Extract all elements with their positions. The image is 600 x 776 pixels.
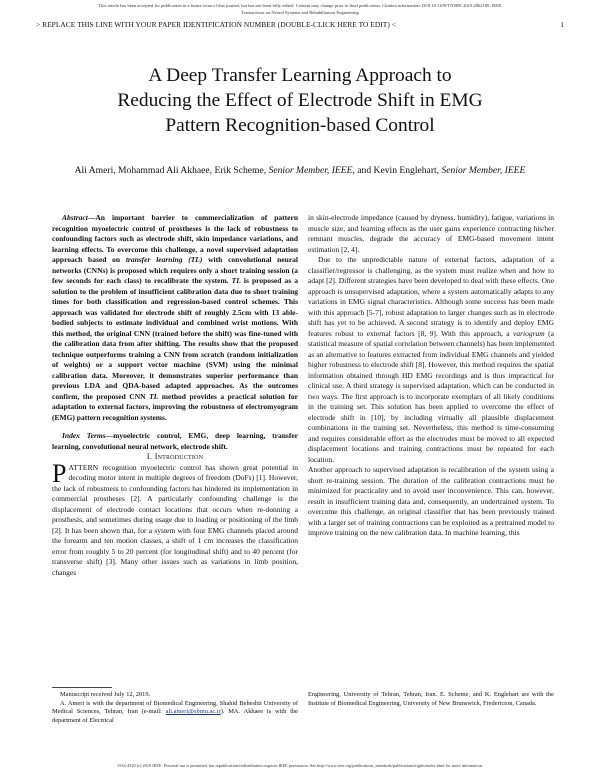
abstract-italic-tl-3: TL [149, 391, 159, 401]
page-number: 1 [560, 20, 564, 29]
running-header [36, 20, 564, 30]
footnote-received: Manuscript received July 12, 2019. [60, 691, 151, 698]
index-terms-text: myoelectric control, EMG, deep learning, transfer learning, convolutional neural network, electrode shift. [52, 431, 298, 451]
footnote-affiliation-a: A. Ameri is with the department of Biomedical Engineering, Shahid Beheshti University of Medical Sciences, Tehran, Iran (e-mail: [52, 699, 298, 716]
paragraph-2-text-b: (a statistical measure of spatial correlation between channels) has been implemented as an alternative to features extracted from individual EMG channels and yielded higher robustness to electrode shift [8]. However, this method requires the spatial information obtained through HD EMG recordings and is thus impractical for clinical use. A third strategy is supervised adaptation, which can be conducted in two ways. The first approach is to incorporate exemplars of all likely conditions in the training set. This solution has been applied to overcome the effect of electrode shift in [10], by including virtually all plausible displacement combinations in the training set. Nevertheless, this method is time-consuming and requires considerable effort as the electrodes must be moved to all expected displacement locations and training contractions must be repeated for each location. [308, 328, 554, 464]
copyright-notice: 1534-4320 (c) 2019 IEEE. Personal use is permitted, but republication/redistribution requires IEEE permission. See http://www.ieee.org/publications_standards/publications/rights/index.html for more information. [117, 763, 483, 768]
journal-name: Transactions on Neural Systems and Rehabilitation Engineering [241, 10, 359, 15]
index-terms [52, 431, 298, 452]
abstract-text-4: method provides a practical solution for adaptation to external factors, improving the robustness of electromyogram (EMG) pattern recognition systems. [52, 391, 298, 422]
intro-paragraph [52, 458, 298, 579]
abstract-label: Abstract [62, 213, 88, 222]
title-line-2: Reducing the Effect of Electrode Shift in EMG [117, 90, 483, 111]
variogram-term: variogram [513, 328, 545, 338]
footnote-rule [52, 687, 112, 688]
abstract-text-2: with convolutional neural networks (CNNs) is proposed which requires only a short training session (a few seconds for each class) to recalibrate the system. [52, 255, 299, 285]
title-line-1: A Deep Transfer Learning Approach to [148, 65, 452, 86]
paragraph-1: in skin-electrode impedance (caused by dryness, humidity), fatigue, variations in muscle size, and learning effects as the user gains experience contracting his/her remnant muscles, degrade the accuracy of EMG-based movement intent estimation [2, 4]. [308, 213, 554, 254]
author-list [60, 164, 540, 177]
abstract-text-1: An important barrier to commercialization of pattern recognition myoelectric control of prostheses is the lack of robustness to confounding factors such as electrode shift, skin impedance variations, and learning effects. To overcome this challenge, a novel supervised adaptation approach based on [52, 213, 298, 264]
authors-part-2: and Kevin Englehart, [354, 165, 442, 176]
paragraph-3: Another approach to supervised adaptation is recalibration of the system using a short re-training session. The duration of the calibration contractions must be minimized for practicality and to avoid user inconvenience. This can, however, result in insufficient training data and, consequently, an undertrained system. To overcome this challenge, an original classifier that has been previously trained with a larger set of training contractions can be exploited as a pretrained model to improve training on the new calibration data. In machine learning, this [308, 465, 554, 537]
abstract-dash: — [87, 213, 96, 222]
section-title: Introduction [154, 452, 204, 461]
footnotes-right [308, 691, 554, 708]
abstract-italic-tl-2: TL [231, 276, 241, 285]
drop-cap: P [52, 458, 67, 488]
index-terms-dash: — [105, 431, 114, 440]
section-numeral: I. [146, 452, 155, 461]
left-column [52, 213, 298, 578]
paper-title [40, 63, 560, 138]
section-heading [52, 452, 298, 463]
footnote-affiliation [52, 700, 298, 726]
title-line-3: Pattern Recognition-based Control [165, 115, 435, 136]
footnotes-left [52, 691, 298, 726]
intro-text: recognition myoelectric control has shown great potential in decoding motor intent in multiple degrees of freedom (DoFs) [1]. However, the lack of robustness to confounding factors has hindered its implementation in commercial prostheses [2]. A particularly confounding challenge is the displacement of electrode contact locations that occurs when re-donning a prosthesis, and sometimes during usage due to loading or positioning of the limb [2]. It has been shown that, for a system with four EMG channels placed around the forearm and ten motion classes, a shift of 1 cm increases the classification error from roughly 5 to 20 percent (for longitudinal shift) and to 40 percent (for transverse shift) [3]. Many other issues such as variations in limb position, changes [52, 462, 298, 577]
email-link[interactable]: ali.ameri@sbmu.ac.ir [165, 708, 221, 716]
footnote-affiliation-b: ). MA. Akhaee is with the department of Electrical [52, 708, 298, 725]
author-role-2: Senior Member, IEEE [441, 165, 526, 176]
intro-lead-word: ATTERN [68, 462, 99, 472]
publication-notice: This article has been accepted for publication in a future issue of this journal, but has not been fully edited. Content may change prior to final publication. Citation information: DOI 10.1109/TNSRE.2019.2962189, IEEE [98, 3, 502, 8]
paragraph-2-text-a: Due to the unpredictable nature of external factors, adaptation of a classifier/regressor is challenging, as the system must realize when and how to adapt [2]. Different strategies have been developed to deal with these effects. One approach is unsupervised adaptation, where a system automatically adapts to any variations in EMG signal characteristics. Although some success has been made with this approach [5-7], robust adaptation to larger changes such as in electrode shift has yet to be achieved. A second strategy is to identify and deploy EMG features robust to external factors [8, 9]. With this approach, a [308, 255, 554, 338]
abstract [52, 213, 298, 423]
header-text: > REPLACE THIS LINE WITH YOUR PAPER IDENTIFICATION NUMBER (DOUBLE-CLICK HERE TO EDIT) < [36, 20, 396, 29]
abstract-text-3: is proposed as a solution to the problem of insufficient calibration data due to short training times for both classification and regression-based control schemes. This approach was validated for electrode shift of roughly 2.5cm with 13 able-bodied subjects to estimate individual and combined wrist motions. With this method, the original CNN (trained before the shift) was fine-tuned with the calibration data from after shifting. The results show that the proposed technique outperforms training a CNN from scratch (random initialization of weights) or a support vector machine (SVM) using the minimal calibration data. Moreover, it demonstrates superior performance than previous LDA and QDA-based adapted approaches. As the outcomes confirm, the proposed CNN [52, 276, 298, 401]
index-terms-label: Index Terms [62, 431, 106, 440]
authors-part-1: Ali Ameri, Mohammad Ali Akhaee, Erik Scheme, [74, 165, 269, 176]
right-column [308, 213, 554, 539]
abstract-italic-tl: transfer learning (TL) [125, 255, 203, 264]
author-role-1: Senior Member, IEEE, [268, 165, 355, 176]
footnote-affiliation-cont: Engineering, University of Tehran, Tehran, Iran. E. Scheme, and K. Englehart are with the Institute of Biomedical Engineering, University of New Brunswick, Fredericton, Canada. [308, 691, 554, 707]
paragraph-2 [308, 255, 554, 465]
